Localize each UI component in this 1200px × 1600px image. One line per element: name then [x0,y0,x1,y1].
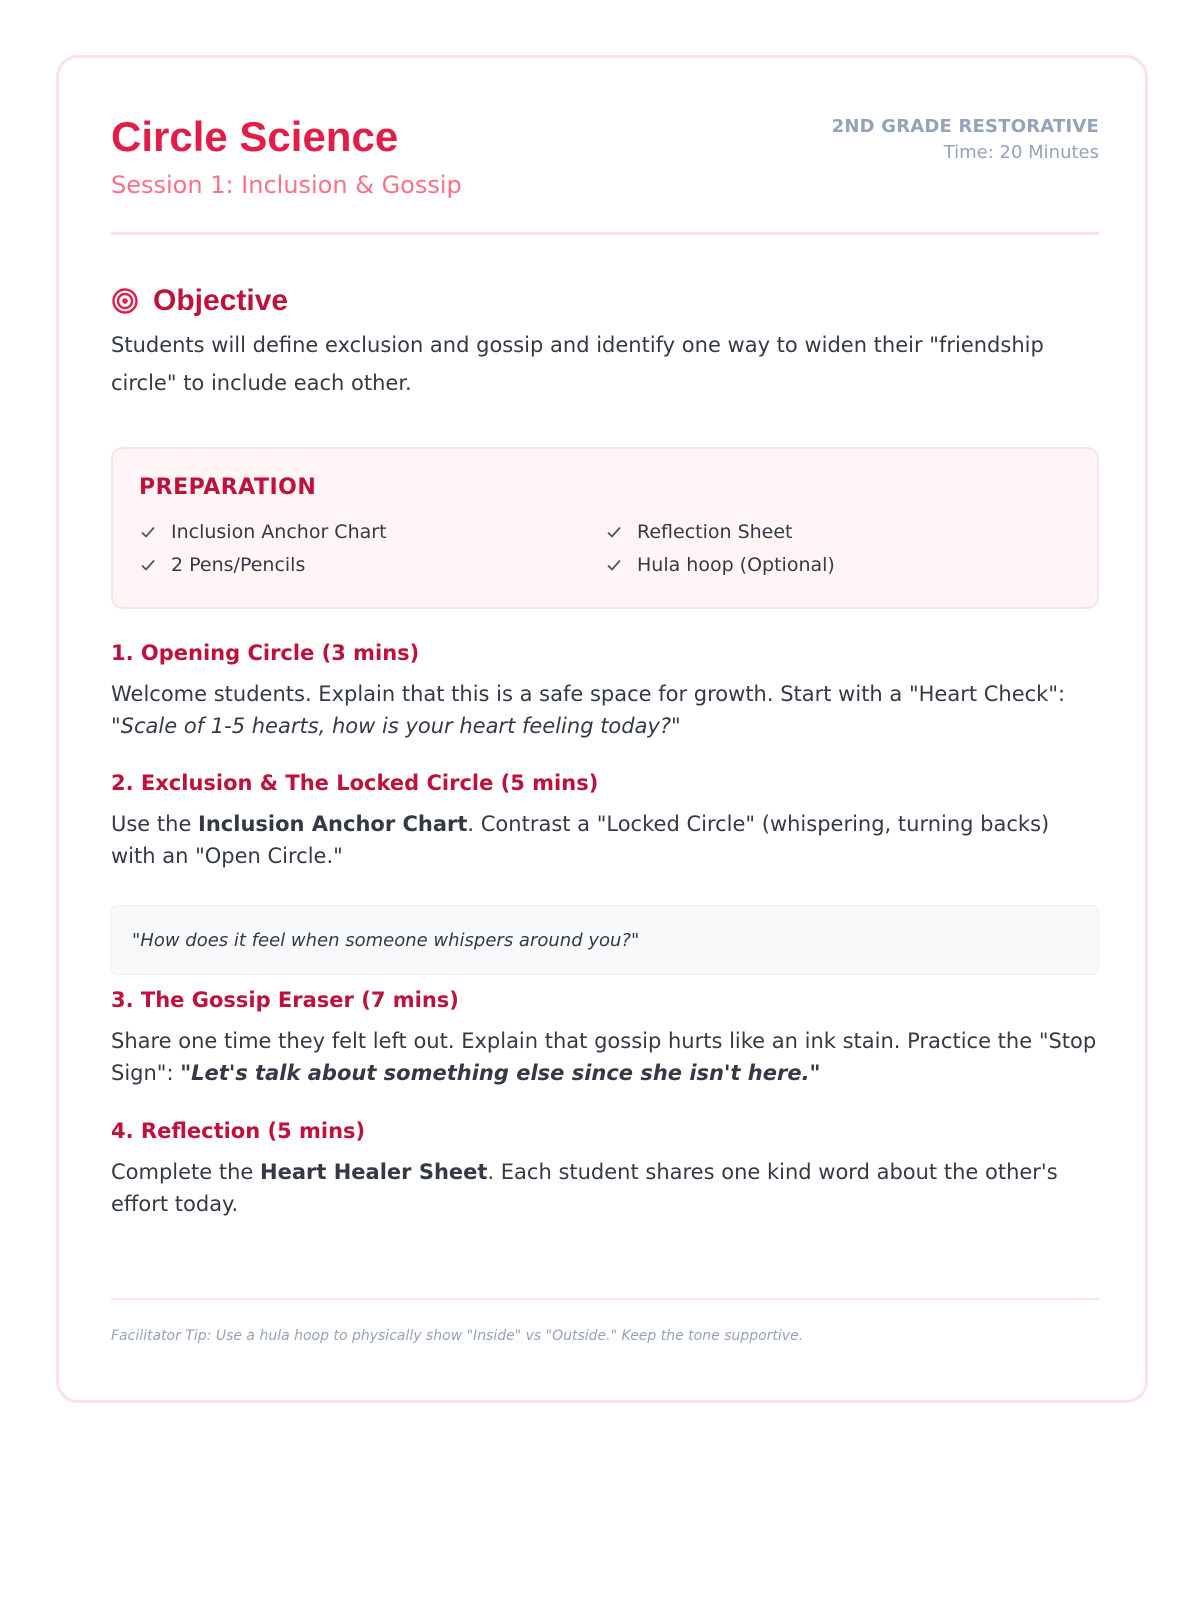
objective-heading [111,284,288,318]
check-icon [605,556,623,574]
header-divider [111,232,1099,235]
preparation-title: PREPARATION [139,475,317,500]
step-text-bold: Inclusion Anchor Chart [198,812,468,836]
step-title: 1. Opening Circle (3 mins) [111,641,420,665]
step-title: 4. Reflection (5 mins) [111,1119,366,1143]
step-title: 2. Exclusion & The Locked Circle (5 mins) [111,771,599,795]
step-text-bold: Heart Healer Sheet [260,1160,488,1184]
discussion-quote: "How does it feel when someone whispers around you?" [132,929,640,951]
step-text-part: Share one time they felt left out. Explain that gossip hurts like an ink stain. Practice the "Stop Sign": [111,1029,1097,1085]
session-subtitle: Session 1: Inclusion & Gossip [111,171,462,199]
discussion-quote-box [111,905,1099,975]
prep-item-label: Inclusion Anchor Chart [171,521,387,543]
step-text-part: Welcome students. Explain that this is a safe space for growth. Start with a "Heart Check": [111,682,1066,706]
prep-item [139,521,387,543]
objective-text: Students will define exclusion and gossip and identify one way to widen their "friendship circle" to include each other. [111,333,1044,395]
preparation-box [111,447,1099,609]
prep-item [139,554,305,576]
check-icon [139,556,157,574]
grade-label: 2ND GRADE RESTORATIVE [831,116,1099,137]
facilitator-tip: Facilitator Tip: Use a hula hoop to physically show "Inside" vs "Outside." Keep the tone supportive. [111,1328,804,1344]
time-label: Time: 20 Minutes [943,142,1099,163]
step-text [111,1156,1099,1220]
footer-divider [111,1298,1099,1300]
check-icon [139,523,157,541]
prep-item [605,554,835,576]
step-title: 3. The Gossip Eraser (7 mins) [111,988,459,1012]
objective-title: Objective [153,284,289,317]
prep-item-label: 2 Pens/Pencils [171,554,306,576]
step-text [111,808,1099,872]
step-text-bold-italic: "Let's talk about something else since she isn't here." [180,1061,821,1085]
step-text-part: . Each student shares one kind word about the other's effort today. [111,1160,1058,1216]
prep-item [605,521,793,543]
lesson-card [56,55,1148,1403]
step-text-part: . Contrast a "Locked Circle" (whispering, turning backs) with an "Open Circle." [111,812,1050,868]
step-text-italic: "Scale of 1-5 hearts, how is your heart feeling today?" [111,714,681,738]
prep-item-label: Hula hoop (Optional) [637,554,835,576]
page-title: Circle Science [111,113,399,160]
step-text [111,678,1099,742]
step-text-part: Complete the [111,1160,261,1184]
step-text [111,1025,1099,1089]
target-icon [111,287,139,315]
prep-item-label: Reflection Sheet [637,521,793,543]
step-text-part: Use the [111,812,199,836]
check-icon [605,523,623,541]
